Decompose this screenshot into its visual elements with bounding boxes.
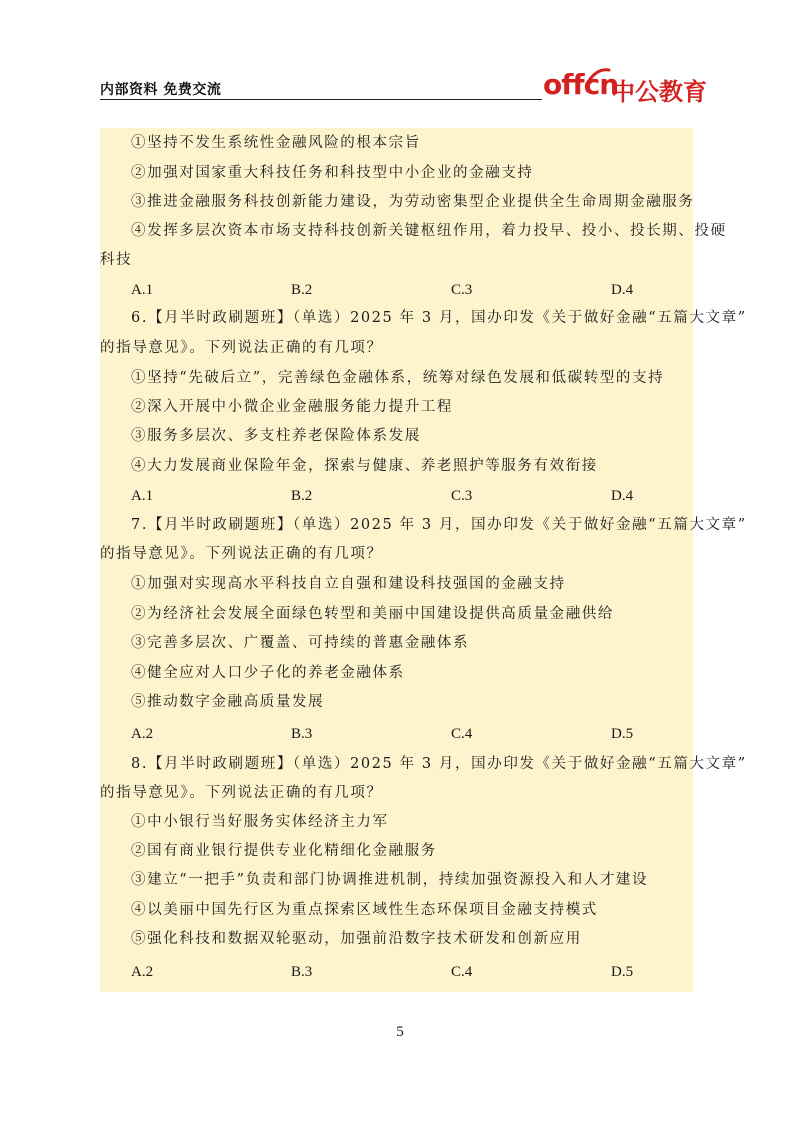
text-line: ④健全应对人口少子化的养老金融体系 [131,665,405,681]
answer-options-row [100,486,693,506]
answer-option: B.2 [291,488,313,504]
answer-option: C.4 [451,726,473,742]
offcn-logo [543,66,708,106]
answer-option: C.3 [451,488,473,504]
answer-option: D.5 [611,964,634,980]
text-line: ⑤强化科技和数据双轮驱动，加强前沿数字技术研发和创新应用 [131,931,582,947]
answer-option: A.1 [131,282,154,298]
text-line: ③推进金融服务科技创新能力建设，为劳动密集型企业提供全生命周期金融服务 [131,194,695,210]
text-line: ④以美丽中国先行区为重点探索区域性生态环保项目金融支持模式 [131,902,598,918]
text-line: ①坚持“先破后立”，完善绿色金融体系，统筹对绿色发展和低碳转型的支持 [131,370,665,386]
logo-chinese-text: 中公教育 [611,78,707,106]
question-content-panel [100,128,747,992]
answer-options-row [100,962,693,982]
text-line: ④发挥多层次资本市场支持科技创新关键枢纽作用，着力投早、投小、投长期、投硬 [131,223,727,239]
answer-option: D.4 [611,282,634,298]
text-line: 7.【月半时政刷题班】（单选）2025 年 3 月，国办印发《关于做好金融“五篇大文章” [131,517,747,533]
answer-option: D.4 [611,488,634,504]
text-line: 8.【月半时政刷题班】（单选）2025 年 3 月，国办印发《关于做好金融“五篇大文章” [131,756,747,772]
answer-option: B.2 [291,282,313,298]
text-line: 的指导意见》。下列说法正确的有几项？ [100,546,383,562]
text-line: 6.【月半时政刷题班】（单选）2025 年 3 月，国办印发《关于做好金融“五篇大文章” [131,310,747,326]
header-divider [100,99,542,100]
answer-option: D.5 [611,726,634,742]
text-line: ①坚持不发生系统性金融风险的根本宗旨 [131,135,421,151]
answer-options-row [100,724,693,744]
answer-option: A.2 [131,964,154,980]
answer-option: A.1 [131,488,154,504]
answer-option: A.2 [131,726,154,742]
header-label: 内部资料 免费交流 [100,82,222,98]
answer-option: B.3 [291,726,313,742]
answer-option: C.4 [451,964,473,980]
page-number: 5 [396,1024,404,1040]
text-line: ③完善多层次、广覆盖、可持续的普惠金融体系 [131,635,470,651]
text-line: 科技 [100,252,133,268]
text-line: ②国有商业银行提供专业化精细化金融服务 [131,843,437,859]
text-line: ③服务多层次、多支柱养老保险体系发展 [131,428,421,444]
text-line: ①加强对实现高水平科技自立自强和建设科技强国的金融支持 [131,576,566,592]
text-line: ③建立“一把手”负责和部门协调推进机制，持续加强资源投入和人才建设 [131,872,649,888]
text-line: ②深入开展中小微企业金融服务能力提升工程 [131,399,453,415]
answer-option: C.3 [451,282,473,298]
answer-option: B.3 [291,964,313,980]
text-line: ⑤推动数字金融高质量发展 [131,694,325,710]
text-line: ①中小银行当好服务实体经济主力军 [131,814,389,830]
text-line: 的指导意见》。下列说法正确的有几项？ [100,340,383,356]
text-line: ②加强对国家重大科技任务和科技型中小企业的金融支持 [131,165,534,181]
text-line: 的指导意见》。下列说法正确的有几项？ [100,785,383,801]
answer-options-row [100,280,693,300]
logo-latin-text: offcn [543,68,619,101]
text-line: ④大力发展商业保险年金，探索与健康、养老照护等服务有效衔接 [131,458,598,474]
text-line: ②为经济社会发展全面绿色转型和美丽中国建设提供高质量金融供给 [131,606,614,622]
